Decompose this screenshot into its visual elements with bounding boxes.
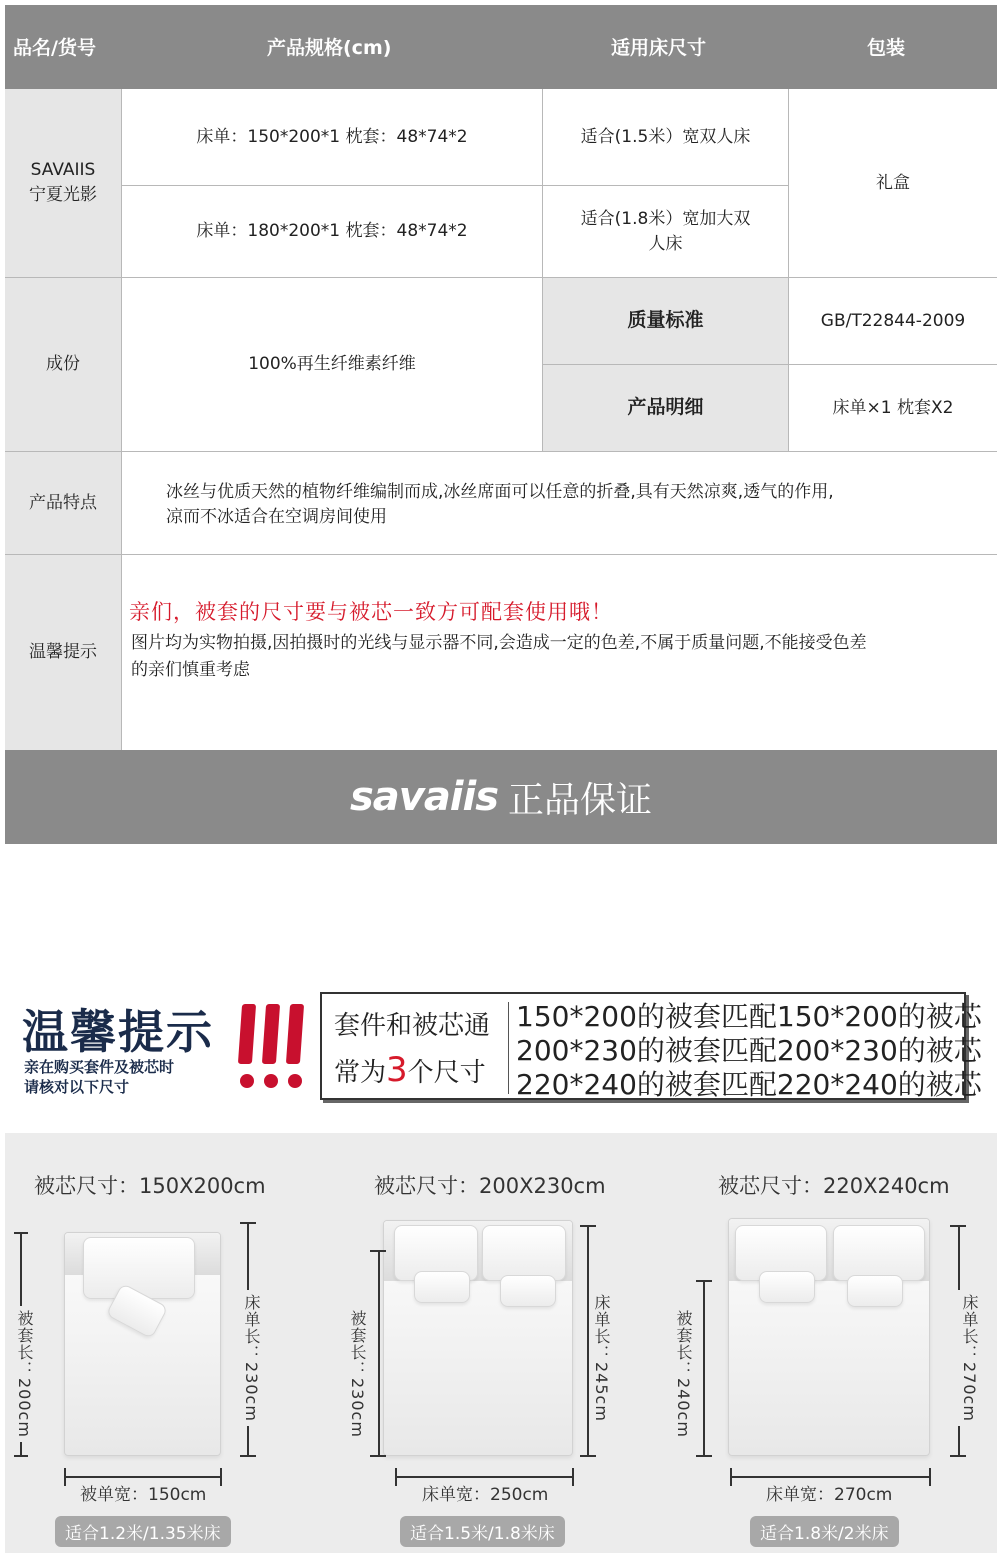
tips-line-2: 的亲们慎重考虑 [131, 660, 250, 681]
bed-size-row-2-line1: 适合(1.8米）宽加大双 [580, 208, 751, 229]
quality-value: GB/T22844-2009 [820, 310, 966, 331]
bed-3-title: 被芯尺寸：220X240cm [718, 1174, 950, 1198]
tips-line-1: 图片均为实物拍摄,因拍摄时的光线与显示器不同,会造成一定的色差,不属于质量问题,不能接受色差 [131, 633, 867, 653]
dimension-line [395, 1476, 573, 1478]
bed-2-title: 被芯尺寸：200X230cm [374, 1174, 606, 1198]
match-line: 200*230的被套匹配200*230的被芯 [516, 1034, 982, 1068]
size-match-box [320, 992, 982, 1102]
composition-value: 100%再生纤维素纤维 [248, 354, 416, 375]
match-list [516, 1000, 982, 1102]
size-count: 3 [386, 1049, 408, 1090]
bed-1-width: 被单宽：150cm [72, 1480, 214, 1505]
divider [5, 451, 997, 452]
savaiis-logo: savaiis [349, 774, 499, 820]
tip-subtitle-line1: 亲在购买套件及被芯时 [24, 1058, 175, 1076]
bed-1-title: 被芯尺寸：150X200cm [34, 1174, 266, 1198]
detail-label: 产品明细 [627, 396, 704, 419]
authenticity-banner [5, 750, 997, 844]
brand-name: SAVAIIS [30, 160, 96, 181]
bed-size-row-2-line2: 人床 [648, 233, 683, 254]
tip-title: 温馨提示 [22, 1005, 214, 1059]
features-line-2: 凉而不冰适合在空调房间使用 [166, 506, 387, 527]
table-header [5, 5, 997, 89]
tips-text [131, 630, 867, 684]
bed-1-image [64, 1232, 221, 1456]
features-label: 产品特点 [29, 492, 97, 513]
dimension-line [587, 1225, 589, 1457]
bed-1-sheet-length: 床单长：230cm [240, 1290, 263, 1426]
bed-2-fit-badge: 适合1.5米/1.8米床 [400, 1516, 565, 1547]
tip-subtitle [24, 1058, 174, 1097]
dimension-line [378, 1250, 380, 1457]
dimension-line [730, 1476, 930, 1478]
bed-3-width: 床单宽：270cm [758, 1480, 900, 1505]
product-name-cell [5, 89, 121, 277]
header-spec: 产品规格(cm) [267, 37, 392, 59]
divider [5, 554, 997, 555]
product-series: 宁夏光影 [29, 185, 97, 205]
bed-size-row-1: 适合(1.5米）宽双人床 [580, 126, 751, 147]
match-line: 220*240的被套匹配220*240的被芯 [516, 1068, 982, 1102]
banner-text: 正品保证 [508, 779, 653, 821]
header-bed-size: 适用床尺寸 [611, 37, 707, 59]
packaging-value: 礼盒 [876, 172, 910, 193]
size-note [334, 1008, 490, 1095]
bed-1-fit-badge: 适合1.2米/1.35米床 [55, 1516, 231, 1547]
spec-row-2: 床单：180*200*1 枕套：48*74*2 [196, 221, 468, 242]
size-note-line2: 常为3个尺寸 [334, 1049, 486, 1090]
header-product-name: 品名/货号 [13, 37, 96, 59]
dimension-line [64, 1476, 221, 1478]
features-text [166, 480, 834, 529]
bed-2-width: 床单宽：250cm [414, 1480, 556, 1505]
bed-1-duvet-length: 被套长：200cm [13, 1306, 36, 1442]
spec-row-1: 床单：150*200*1 枕套：48*74*2 [196, 126, 468, 147]
detail-value: 床单×1 枕套X2 [832, 397, 954, 418]
size-note-line1: 套件和被芯通 [334, 1011, 491, 1041]
bed-2-duvet-length: 被套长：230cm [346, 1306, 369, 1442]
tips-warning: 亲们，被套的尺寸要与被芯一致方可配套使用哦！ [129, 600, 613, 624]
bed-3-duvet-length: 被套长：240cm [672, 1306, 695, 1442]
tips-label: 温馨提示 [29, 642, 97, 663]
bed-3-image [728, 1218, 930, 1456]
composition-label: 成份 [46, 354, 80, 375]
features-line-1: 冰丝与优质天然的植物纤维编制而成,冰丝席面可以任意的折叠,具有天然凉爽,透气的作用, [166, 482, 834, 502]
divider [508, 1002, 509, 1094]
bed-size-row-2 [543, 186, 788, 277]
bed-2-image [383, 1220, 573, 1456]
tip-subtitle-line2: 请核对以下尺寸 [24, 1077, 130, 1096]
header-packaging: 包装 [867, 37, 906, 59]
bed-3-sheet-length: 床单长：270cm [958, 1290, 981, 1426]
quality-label: 质量标准 [627, 309, 704, 332]
dimension-line [703, 1280, 705, 1457]
exclamation-icon [236, 1004, 306, 1094]
match-line: 150*200的被套匹配150*200的被芯 [516, 1000, 982, 1033]
bed-2-sheet-length: 床单长：245cm [590, 1290, 613, 1426]
bed-3-fit-badge: 适合1.8米/2米床 [750, 1516, 899, 1547]
